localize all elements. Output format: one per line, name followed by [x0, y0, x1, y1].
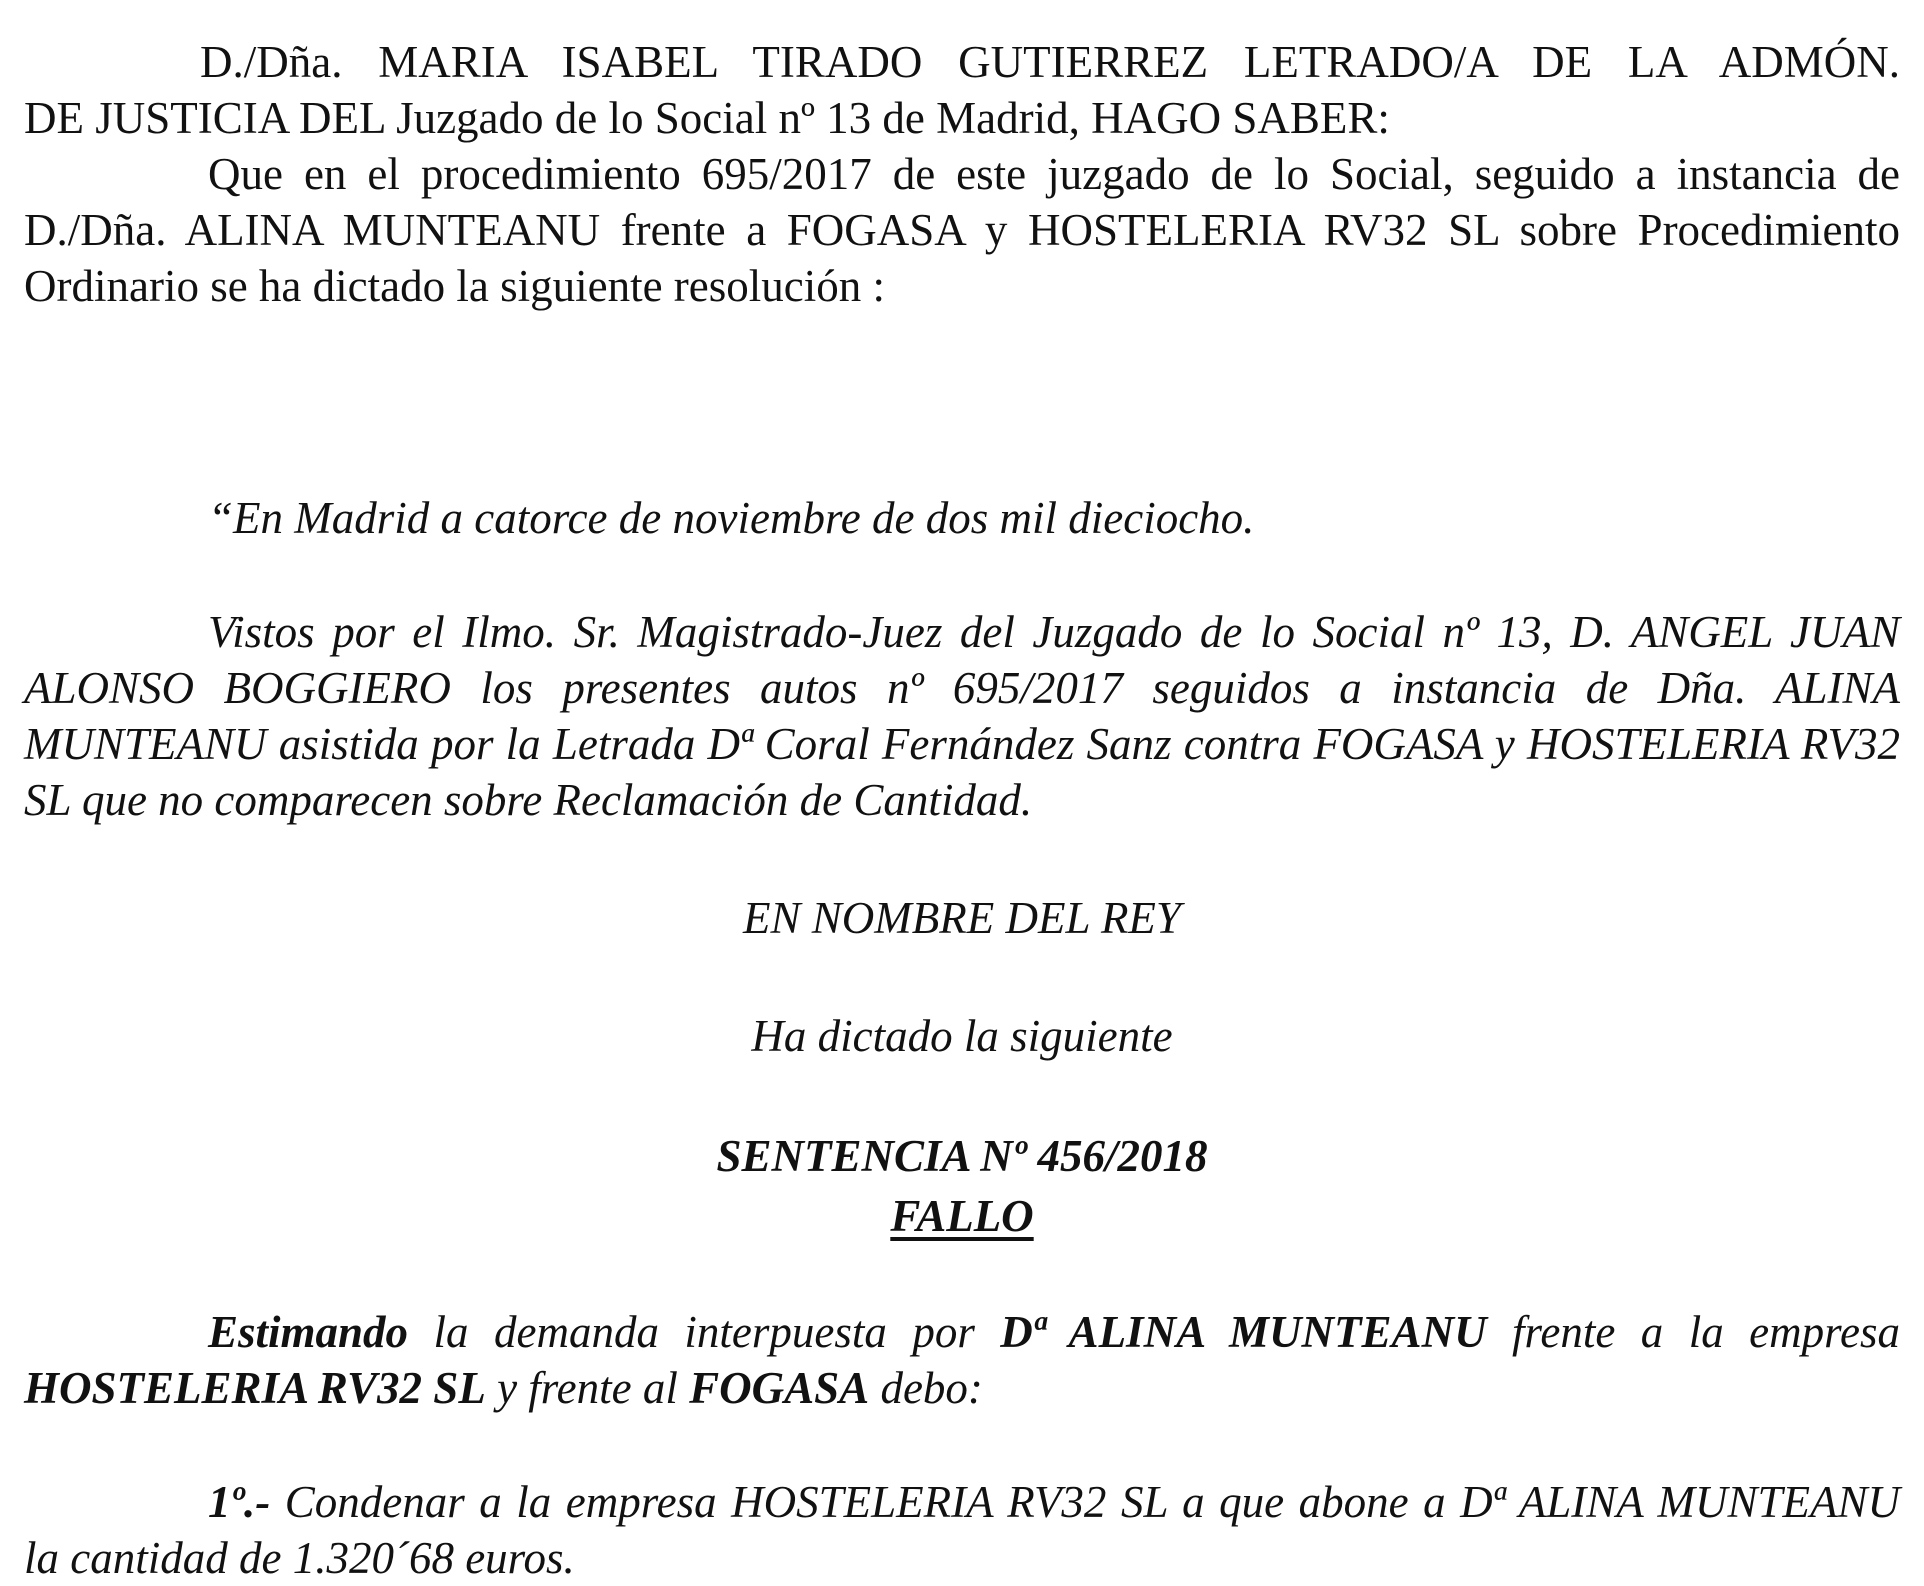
fallo-label: FALLO	[890, 1191, 1034, 1241]
header-line-2: DE JUSTICIA DEL Juzgado de lo Social nº 13 de Madrid, HAGO SABER:	[24, 93, 1390, 143]
fogasa-name: FOGASA	[689, 1363, 870, 1413]
punto-1-paragraph	[24, 1474, 1900, 1586]
empresa-name: HOSTELERIA RV32 SL	[24, 1363, 486, 1413]
spacer	[24, 1416, 1900, 1474]
fallo-text-3: y frente al	[485, 1363, 690, 1413]
spacer	[24, 546, 1900, 604]
fallo-text-2: frente a la empresa	[1486, 1307, 1900, 1357]
vistos-paragraph: Vistos por el Ilmo. Sr. Magistrado-Juez del Juzgado de lo Social nº 13, D. ANGEL JUAN ALONSO BOGGIERO los presentes autos nº 695/2017 seguidos a instancia de Dña. ALINA MUNTEANU asistida por la Letrada Dª Coral Fernández Sanz contra FOGASA y HOSTELERIA RV32 SL que no comparecen sobre Reclamación de Cantidad.	[24, 607, 1900, 825]
spacer	[24, 828, 1900, 890]
ha-dictado-line: Ha dictado la siguiente	[751, 1011, 1173, 1061]
punto-1-text: Condenar a la empresa HOSTELERIA RV32 SL a que abone a Dª ALINA MUNTEANU la cantidad de 1.320´68 euros.	[24, 1477, 1900, 1583]
punto-1-number: 1º.-	[208, 1477, 271, 1527]
header-paragraph	[24, 34, 1900, 146]
fallo-text-1: la demanda interpuesta por	[408, 1307, 1001, 1357]
date-line: “En Madrid a catorce de noviembre de dos mil dieciocho.	[208, 493, 1255, 543]
estimando-word: Estimando	[208, 1307, 409, 1357]
document-page	[24, 34, 1900, 1586]
spacer	[24, 1064, 1900, 1126]
intro-paragraph: Que en el procedimiento 695/2017 de este juzgado de lo Social, seguido a instancia de D./Dña. ALINA MUNTEANU frente a FOGASA y HOSTELERIA RV32 SL sobre Procedimiento Ordinario se ha dictado la siguiente resolución :	[24, 149, 1900, 311]
spacer	[24, 1246, 1900, 1304]
actora-name: Dª ALINA MUNTEANU	[1000, 1307, 1487, 1357]
spacer	[24, 946, 1900, 1008]
en-nombre-del-rey: EN NOMBRE DEL REY	[743, 893, 1181, 943]
header-line-1: D./Dña. MARIA ISABEL TIRADO GUTIERREZ LETRADO/A DE LA ADMÓN.	[200, 37, 1900, 87]
spacer	[24, 314, 1900, 490]
fallo-heading	[24, 1186, 1900, 1246]
fallo-paragraph	[24, 1304, 1900, 1416]
sentencia-title: SENTENCIA Nº 456/2018	[716, 1131, 1208, 1181]
fallo-text-4: debo:	[869, 1363, 983, 1413]
